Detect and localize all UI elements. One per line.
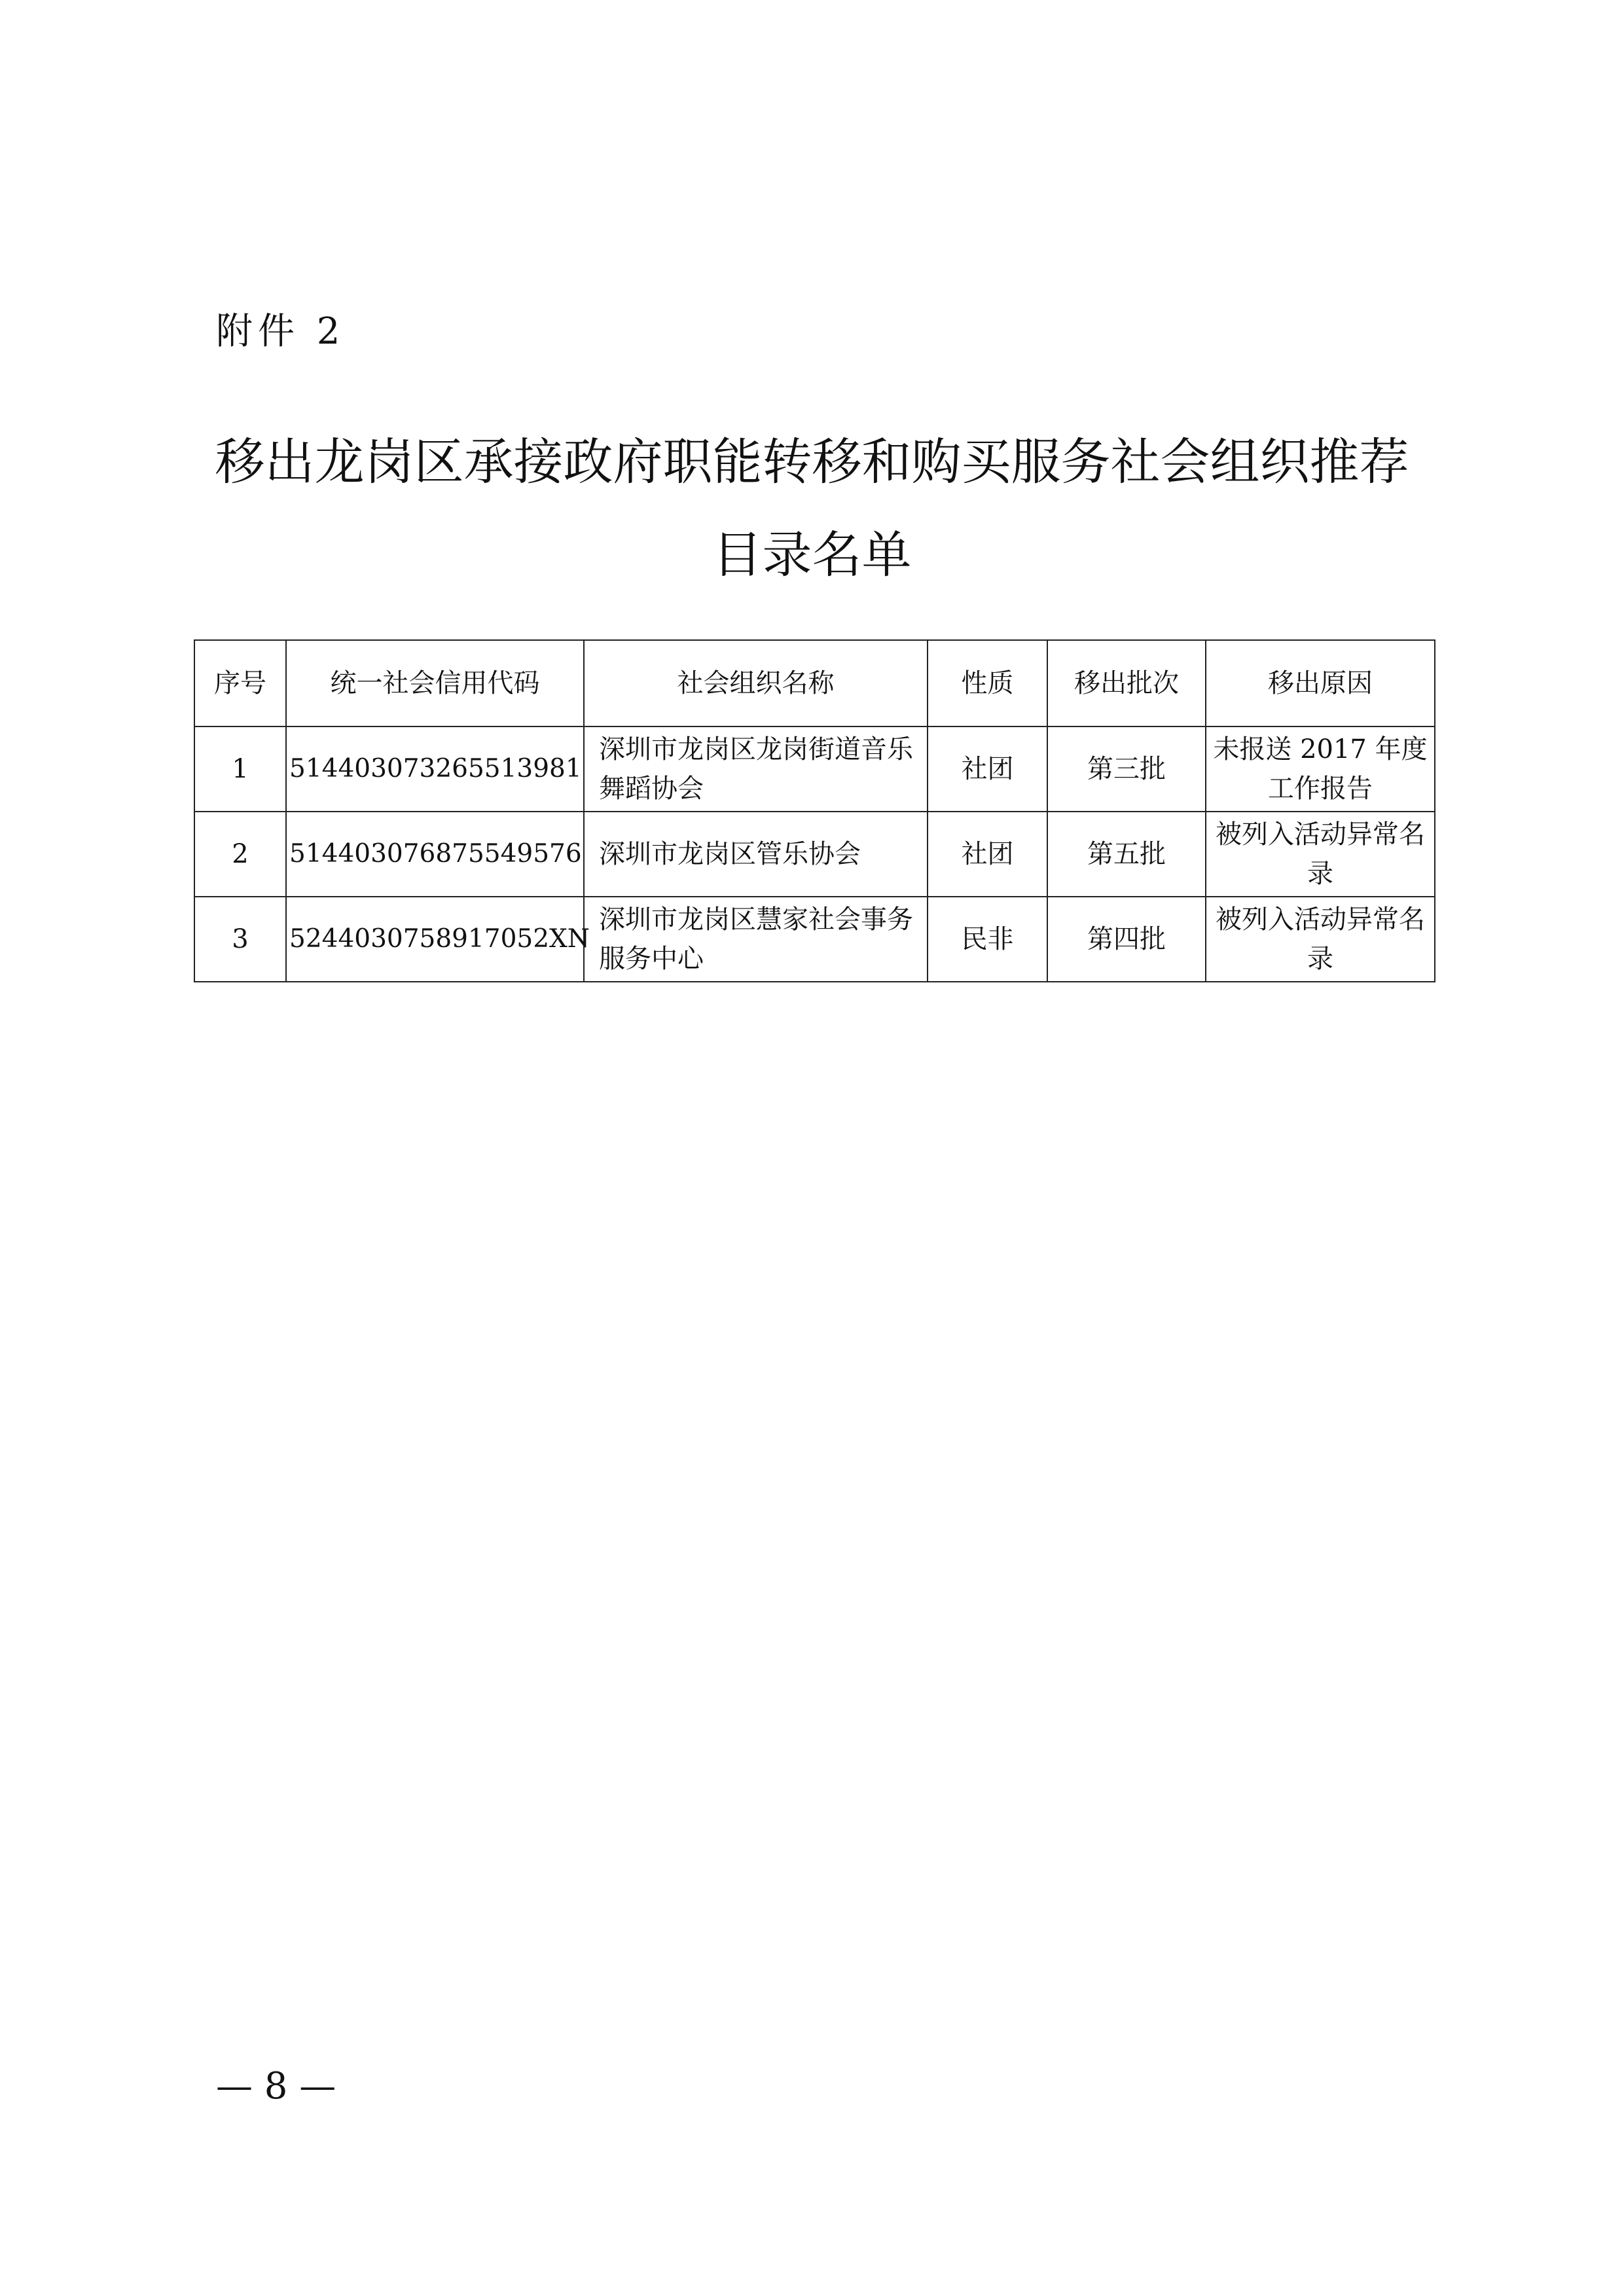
cell-org-name: 深圳市龙岗区管乐协会 (584, 812, 928, 897)
table-row (194, 812, 1435, 897)
cell-removal-batch: 第五批 (1047, 812, 1206, 897)
header-removal-reason: 移出原因 (1206, 640, 1435, 726)
header-org-type: 性质 (928, 640, 1047, 726)
header-serial-no: 序号 (194, 640, 286, 726)
header-removal-batch: 移出批次 (1047, 640, 1206, 726)
title-line-1: 移出龙岗区承接政府职能转移和购买服务社会组织推荐 (215, 433, 1409, 491)
cell-removal-batch: 第四批 (1047, 897, 1206, 982)
cell-org-name: 深圳市龙岗区龙岗街道音乐舞蹈协会 (584, 726, 928, 812)
cell-serial-no: 2 (194, 812, 286, 897)
attachment-label: 附件 2 (216, 310, 346, 353)
cell-serial-no: 3 (194, 897, 286, 982)
cell-credit-code: 5244030758917052XN (286, 897, 584, 982)
header-credit-code: 统一社会信用代码 (286, 640, 584, 726)
page-number: — 8 — (216, 2065, 336, 2108)
table-row (194, 726, 1435, 812)
document-title (0, 416, 1624, 601)
title-line-2: 目录名单 (712, 526, 912, 584)
table-header-row (194, 640, 1435, 726)
table-row (194, 897, 1435, 982)
cell-org-type: 社团 (928, 812, 1047, 897)
cell-org-type: 社团 (928, 726, 1047, 812)
cell-removal-reason: 被列入活动异常名录 (1206, 812, 1435, 897)
cell-removal-batch: 第三批 (1047, 726, 1206, 812)
removal-list-table (194, 639, 1435, 982)
header-org-name: 社会组织名称 (584, 640, 928, 726)
cell-removal-reason: 未报送 2017 年度工作报告 (1206, 726, 1435, 812)
cell-org-name: 深圳市龙岗区慧家社会事务服务中心 (584, 897, 928, 982)
cell-removal-reason: 被列入活动异常名录 (1206, 897, 1435, 982)
cell-org-type: 民非 (928, 897, 1047, 982)
cell-serial-no: 1 (194, 726, 286, 812)
cell-credit-code: 514403076875549576 (286, 812, 584, 897)
cell-credit-code: 514403073265513981 (286, 726, 584, 812)
